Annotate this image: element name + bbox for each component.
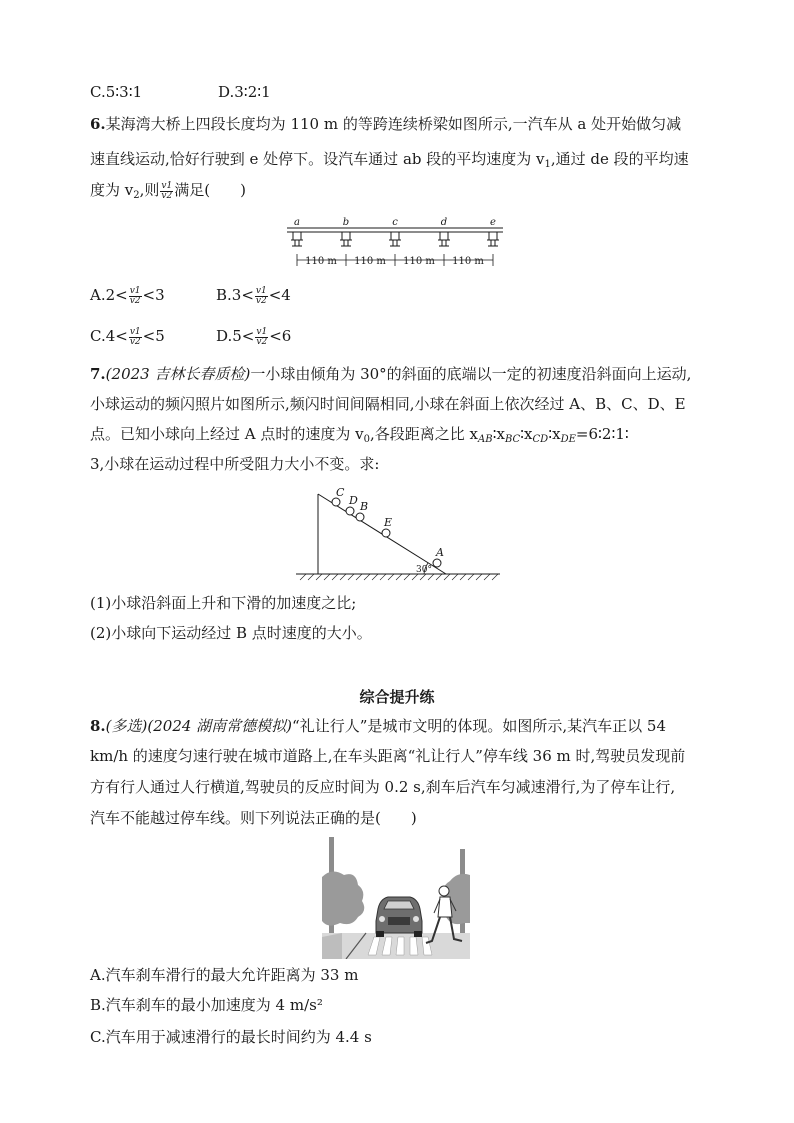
q6-option-a: A.2< $\frac{v1}{v2}$ <3 — [90, 285, 165, 306]
q8-line3: 方有行人通过人行横道,驾驶员的反应时间为 0.2 s,刹车后汽车匀减速滑行,为了停车让行, — [90, 778, 676, 796]
q7-line3: 点。已知小球向上经过 A 点时的速度为 $v_0$,各段距离之比 $x_{AB}∶x_{BC}∶x_{CD}∶x_{DE}=6∶2∶1∶$ — [90, 425, 629, 445]
span-label-3: 110 m — [403, 256, 435, 267]
q5-option-d: D.3∶2∶1 — [218, 83, 271, 101]
label-b: B — [360, 500, 369, 513]
ball-a — [433, 559, 441, 567]
q7-line1: 7.(2023 吉林长春质检)一小球由倾角为 30°的斜面的底端以一定的初速度沿斜面向上运动, — [90, 365, 692, 383]
ball-b — [356, 513, 364, 521]
point-a-label: a — [294, 217, 300, 228]
q6-option-b: B.3< $\frac{v1}{v2}$ <4 — [216, 285, 291, 306]
bridge-figure — [285, 216, 505, 268]
ball-d — [346, 507, 354, 515]
q8-line1: 8.(多选)(2024 湖南常德模拟)“礼让行人”是城市文明的体现。如图所示,某汽车正以 54 — [90, 717, 666, 735]
car — [376, 897, 422, 937]
q8-line4: 汽车不能越过停车线。则下列说法正确的是( ) — [90, 809, 417, 827]
q7-number: 7. — [90, 365, 106, 383]
bridge-piers — [291, 232, 499, 246]
crosswalk-illustration — [322, 837, 470, 959]
label-e: E — [384, 516, 393, 529]
q8-option-c: C.汽车用于减速滑行的最长时间约为 4.4 s — [90, 1028, 372, 1046]
point-d-label: d — [440, 217, 448, 228]
incline-figure — [296, 482, 506, 582]
label-d: D — [349, 494, 358, 507]
label-c: C — [336, 486, 345, 499]
angle-label: 30° — [416, 565, 432, 575]
span-label-2: 110 m — [354, 256, 386, 267]
point-e-label: e — [490, 217, 496, 228]
q6-ratio-fraction: $\frac{v1}{v2}$ — [161, 180, 173, 201]
q8-line2: km/h 的速度匀速行驶在城市道路上,在车头距离“礼让行人”停车线 36 m 时,驾驶员发现前 — [90, 747, 686, 765]
q7-sub1: (1)小球沿斜面上升和下滑的加速度之比; — [90, 594, 357, 612]
point-c-label: c — [392, 217, 398, 228]
q7-line2: 小球运动的频闪照片如图所示,频闪时间间隔相同,小球在斜面上依次经过 A、B、C、D、E — [90, 395, 686, 413]
q6-line2: 速直线运动,恰好行驶到 e 处停下。设汽车通过 ab 段的平均速度为 $v_1$,通过 de 段的平均速 — [90, 150, 689, 170]
q8-option-b: B.汽车刹车的最小加速度为 4 m/s² — [90, 996, 323, 1014]
ball-e — [382, 529, 390, 537]
label-a: A — [436, 546, 444, 559]
q6-option-c: C.4< $\frac{v1}{v2}$ <5 — [90, 326, 165, 347]
span-label-1: 110 m — [305, 256, 337, 267]
ball-c — [332, 498, 340, 506]
span-label-4: 110 m — [452, 256, 484, 267]
q6-number: 6. — [90, 115, 106, 133]
point-b-label: b — [342, 217, 350, 228]
q5-option-c: C.5∶3∶1 — [90, 83, 143, 101]
ground-hatching — [300, 574, 498, 580]
q6-option-d: D.5< $\frac{v1}{v2}$ <6 — [216, 326, 292, 347]
q8-option-a: A.汽车刹车滑行的最大允许距离为 33 m — [90, 966, 359, 984]
q7-sub2: (2)小球向下运动经过 B 点时速度的大小。 — [90, 624, 372, 642]
q6-line1: 6.某海湾大桥上四段长度均为 110 m 的等跨连续桥梁如图所示,一汽车从 a 处开始做匀减 — [90, 115, 682, 133]
section-heading: 综合提升练 — [359, 688, 435, 706]
q8-number: 8. — [90, 717, 106, 735]
q6-line3: 度为 $v_2$,则 $\frac{v1}{v2}$ 满足( ) — [90, 180, 246, 201]
q7-line4: 3,小球在运动过程中所受阻力大小不变。求: — [90, 455, 380, 473]
